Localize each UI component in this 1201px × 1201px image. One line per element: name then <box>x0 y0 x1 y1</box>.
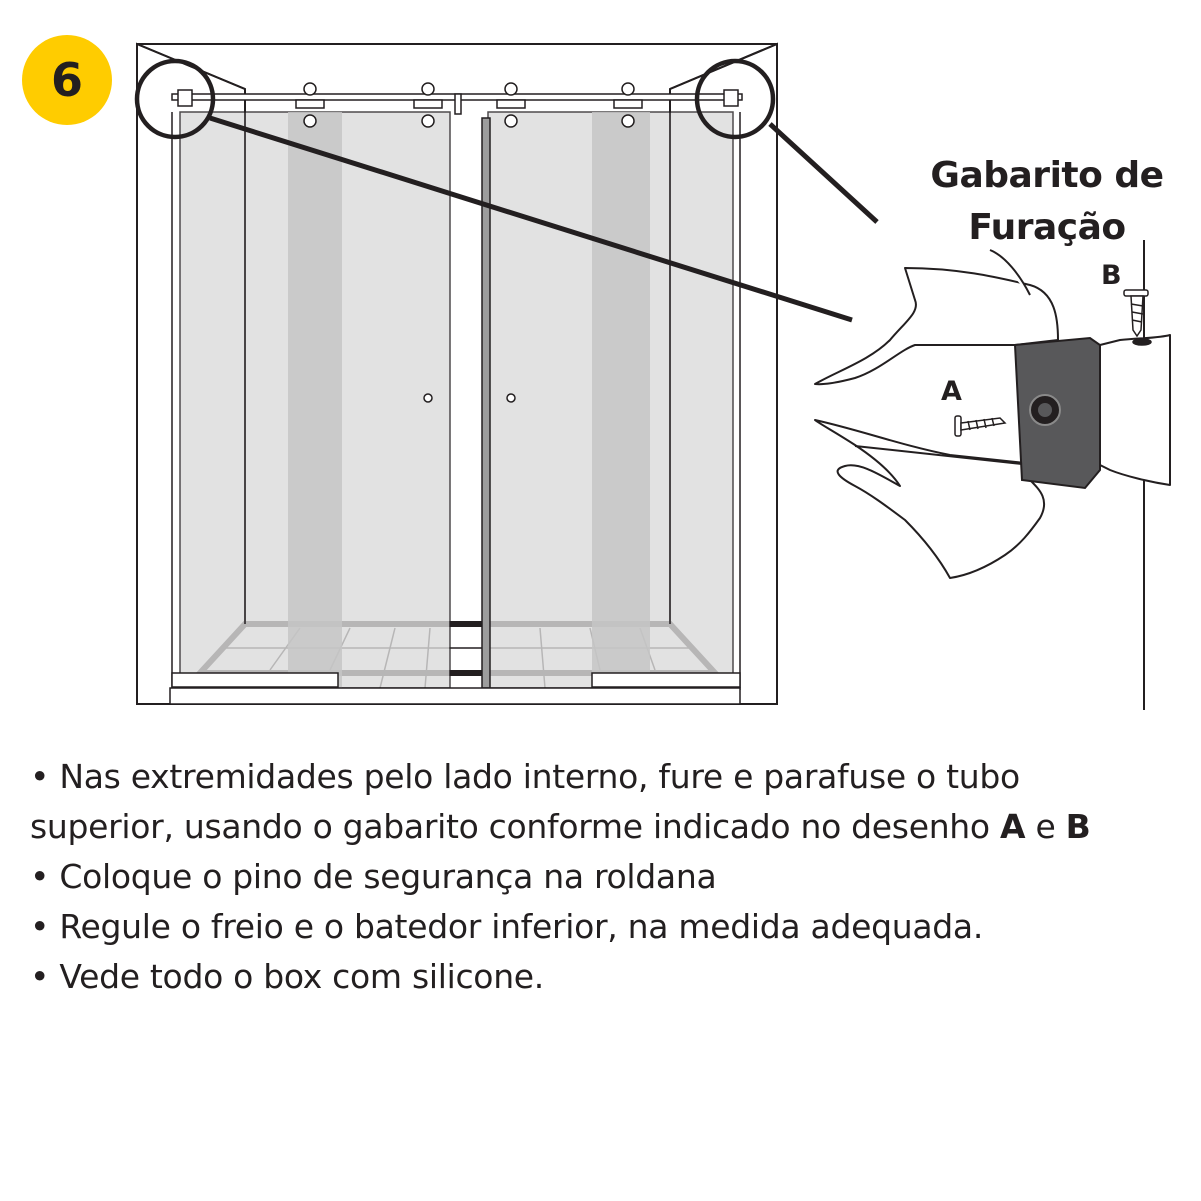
step-number-badge: 6 <box>22 35 112 125</box>
instruction-text: • Coloque o pino de segurança na roldana <box>30 857 717 896</box>
instruction-line-5 <box>30 952 1190 1002</box>
instruction-list <box>30 752 1190 1002</box>
conjunction: e <box>1025 807 1066 846</box>
instruction-line-3 <box>30 852 1190 902</box>
instruction-text: • Vede todo o box com silicone. <box>30 957 544 996</box>
screw-label-b: B <box>1101 260 1122 291</box>
instruction-text: • Regule o freio e o batedor inferior, na medida adequada. <box>30 907 984 946</box>
reference-b: B <box>1065 807 1091 846</box>
instruction-text: • Nas extremidades pelo lado interno, fure e parafuse o tubo <box>30 757 1020 796</box>
drill-template-title <box>905 150 1189 254</box>
screw-icon <box>955 416 1005 436</box>
instruction-line-1 <box>30 752 1190 802</box>
hand-icon <box>815 250 1170 578</box>
instruction-text: superior, usando o gabarito conforme indicado no desenho <box>30 807 1001 846</box>
reference-a: A <box>1000 807 1026 846</box>
screw-icon <box>1124 290 1151 345</box>
instruction-line-2 <box>30 802 1190 852</box>
title-line-1: Gabarito de <box>930 155 1164 196</box>
screw-label-a: A <box>941 376 962 407</box>
instruction-line-4 <box>30 902 1190 952</box>
title-line-2: Furação <box>968 207 1126 248</box>
